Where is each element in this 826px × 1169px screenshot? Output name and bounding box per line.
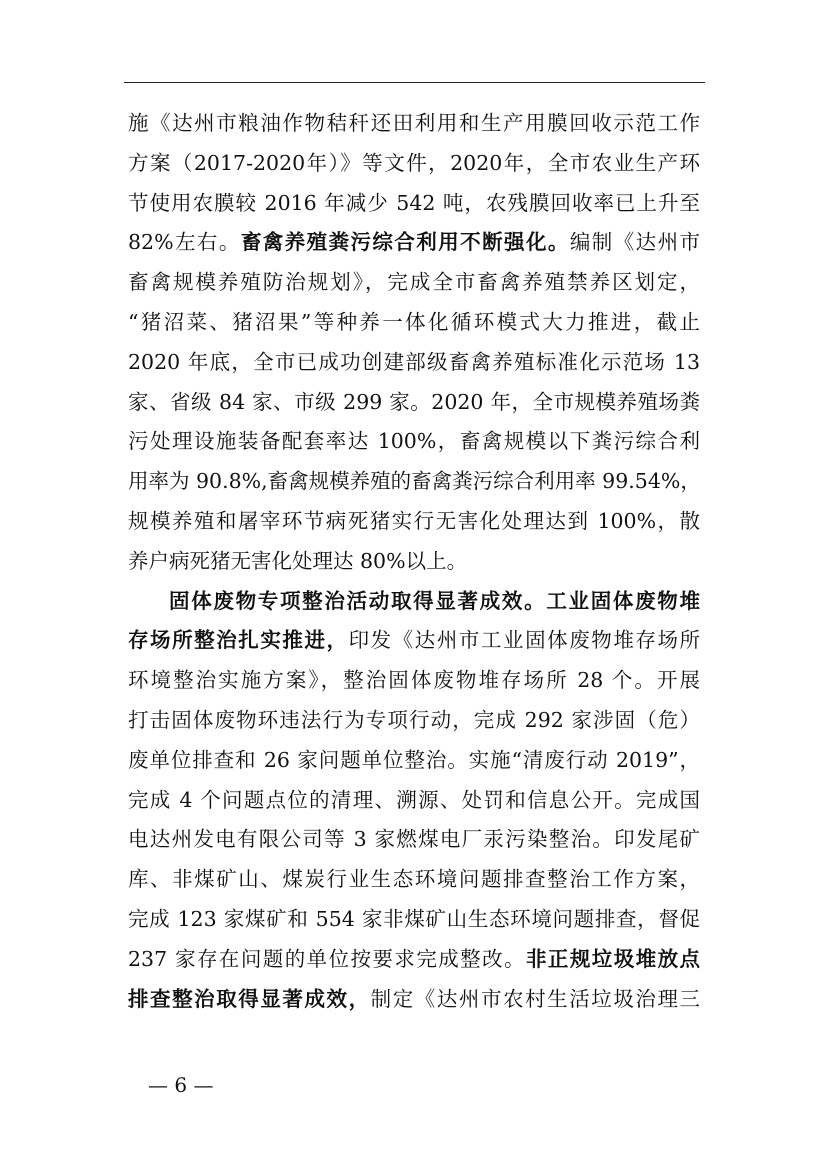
text-run: 印发《达州市工业固体废物堆存场所 [348, 628, 701, 653]
text-run: 库、非煤矿山、煤炭行业生态环境问题排查整治工作方案， [128, 867, 700, 892]
text-run: 家、省级 84 家、市级 299 家。2020 年，全市规模养殖场粪 [128, 389, 700, 414]
bold-text-run: 非正规垃圾堆放点 [525, 946, 701, 971]
text-run: 电达州发电有限公司等 3 家燃煤电厂汞污染整治。印发尾矿 [128, 827, 700, 852]
text-run: 编制《达州市 [569, 230, 700, 255]
text-run: 废单位排查和 26 家问题单位整治。实施“清废行动 2019”， [128, 747, 700, 772]
text-line [128, 940, 700, 980]
text-line [128, 661, 700, 701]
bold-text-run: 排查整治取得显著成效， [128, 986, 371, 1011]
text-line [128, 820, 700, 860]
text-line [128, 542, 700, 582]
text-line [128, 303, 700, 343]
text-line [128, 621, 700, 661]
text-run: 节使用农膜较 2016 年减少 542 吨，农残膜回收率已上升至 [128, 190, 700, 215]
text-line [128, 462, 700, 502]
text-run: 施《达州市粮油作物秸秆还田利用和生产用膜回收示范工作 [128, 111, 700, 135]
text-run: 规模养殖和屠宰环节病死猪实行无害化处理达到 100%，散 [128, 508, 700, 533]
text-line [128, 422, 700, 462]
text-line [128, 263, 700, 303]
text-line [128, 104, 700, 144]
text-run: 用率为 90.8%,畜禽规模养殖的畜禽粪污综合利用率 99.54%， [128, 469, 701, 494]
paragraph-solid-waste [128, 582, 700, 1020]
text-line [128, 383, 700, 423]
bold-text-run: 存场所整治扎实推进， [128, 628, 349, 653]
text-run: 完成 4 个问题点位的清理、溯源、处罚和信息公开。完成国 [128, 787, 700, 812]
bold-text-run: 畜禽养殖粪污综合利用不断强化。 [240, 230, 570, 255]
text-line [128, 223, 700, 263]
text-line [128, 502, 700, 542]
text-run: 污处理设施装备配套率达 100%，畜禽规模以下粪污综合利 [128, 429, 700, 454]
text-line [128, 900, 700, 940]
text-line [128, 184, 700, 224]
text-line [128, 980, 700, 1020]
text-run: 方案（2017-2020年）》等文件，2020年，全市农业生产环 [128, 150, 700, 175]
page-number: — 6 — [148, 1073, 214, 1097]
text-line [128, 144, 700, 184]
text-run: 制定《达州市农村生活垃圾治理三 [370, 986, 701, 1011]
text-line [128, 781, 700, 821]
text-run: 82%左右。 [128, 230, 241, 255]
text-line [128, 343, 700, 383]
text-line [128, 860, 700, 900]
text-line [128, 741, 700, 781]
text-run: 环境整治实施方案》，整治固体废物堆存场所 28 个。开展 [128, 668, 700, 693]
header-rule [124, 82, 705, 83]
text-run: “猪沼菜、猪沼果”等种养一体化循环模式大力推进，截止 [128, 309, 700, 334]
text-run: 养户病死猪无害化处理达 80%以上。 [128, 548, 468, 573]
text-line [128, 582, 700, 622]
bold-text-run: 固体废物专项整治活动取得显著成效。工业固体废物堆 [169, 588, 700, 613]
text-run: 打击固体废物环违法行为专项行动，完成 292 家涉固（危） [128, 707, 700, 732]
text-line [128, 701, 700, 741]
text-run: 2020 年底，全市已成功创建部级畜禽养殖标准化示范场 13 [128, 349, 700, 374]
text-run: 完成 123 家煤矿和 554 家非煤矿山生态环境问题排查，督促 [128, 906, 700, 931]
text-run: 畜禽规模养殖防治规划》，完成全市畜禽养殖禁养区划定， [128, 270, 700, 295]
text-run: 237 家存在问题的单位按要求完成整改。 [128, 946, 526, 971]
body-text [128, 104, 700, 1019]
paragraph-livestock [128, 104, 700, 582]
